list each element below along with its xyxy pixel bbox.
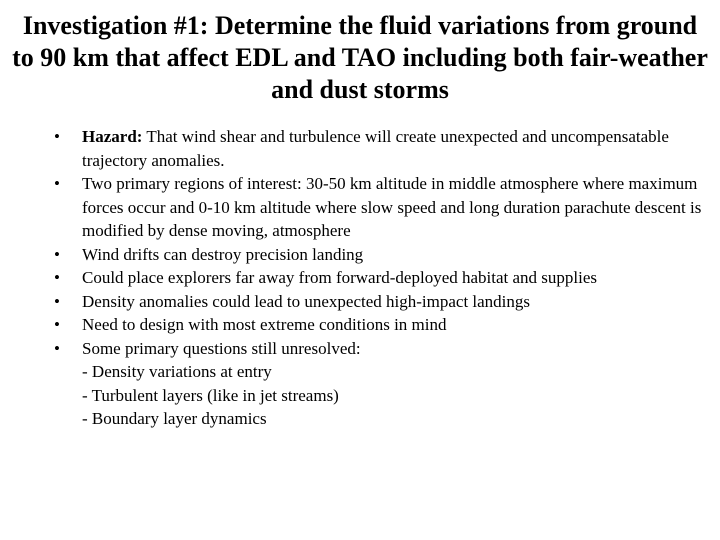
bullet-marker: • xyxy=(54,338,60,358)
bullet-list xyxy=(52,125,702,431)
bullet-wind-drifts xyxy=(52,243,702,267)
sub-item-density-variations: - Density variations at entry xyxy=(82,362,272,381)
bullet-text: Could place explorers far away from forward-deployed habitat and supplies xyxy=(82,268,598,287)
bullet-marker: • xyxy=(54,268,60,287)
bullet-text: Wind drifts can destroy precision landing xyxy=(82,244,364,264)
bullet-text: Some primary questions still unresolved: xyxy=(82,338,361,358)
bullet-extreme-conditions xyxy=(52,313,702,337)
bullet-text: Need to design with most extreme conditions in mind xyxy=(82,315,447,334)
bullet-lead-label: Hazard: xyxy=(82,127,143,146)
bullet-marker: • xyxy=(54,127,60,146)
sub-item-turbulent-layers: - Turbulent layers (like in jet streams) xyxy=(82,385,339,405)
bullet-marker: • xyxy=(54,291,60,311)
bullet-text: Two primary regions of interest: 30-50 km altitude in middle atmosphere where maximum forces occur and 0-10 km altitude where slow speed and long duration parachute descent is modified by dense moving, atmosphere xyxy=(82,174,702,240)
bullet-hazard xyxy=(52,125,702,172)
bullet-text: That wind shear and turbulence will create unexpected and uncompensatable trajectory anomalies. xyxy=(82,127,669,170)
bullet-marker: • xyxy=(54,244,60,264)
bullet-marker: • xyxy=(54,315,60,334)
slide-title: Investigation #1: Determine the fluid variations from ground to 90 km that affect EDL and TAO including both fair-weather and dust storms xyxy=(12,11,708,104)
unresolved-questions-list xyxy=(82,360,702,431)
bullet-marker: • xyxy=(54,174,60,193)
sub-item-boundary-layer: - Boundary layer dynamics xyxy=(82,409,267,428)
bullet-text: Density anomalies could lead to unexpected high-impact landings xyxy=(82,291,531,311)
bullet-explorers-placement xyxy=(52,266,702,290)
bullet-density-anomalies xyxy=(52,290,702,314)
bullet-regions-of-interest xyxy=(52,172,702,243)
bullet-unresolved-questions xyxy=(52,337,702,431)
